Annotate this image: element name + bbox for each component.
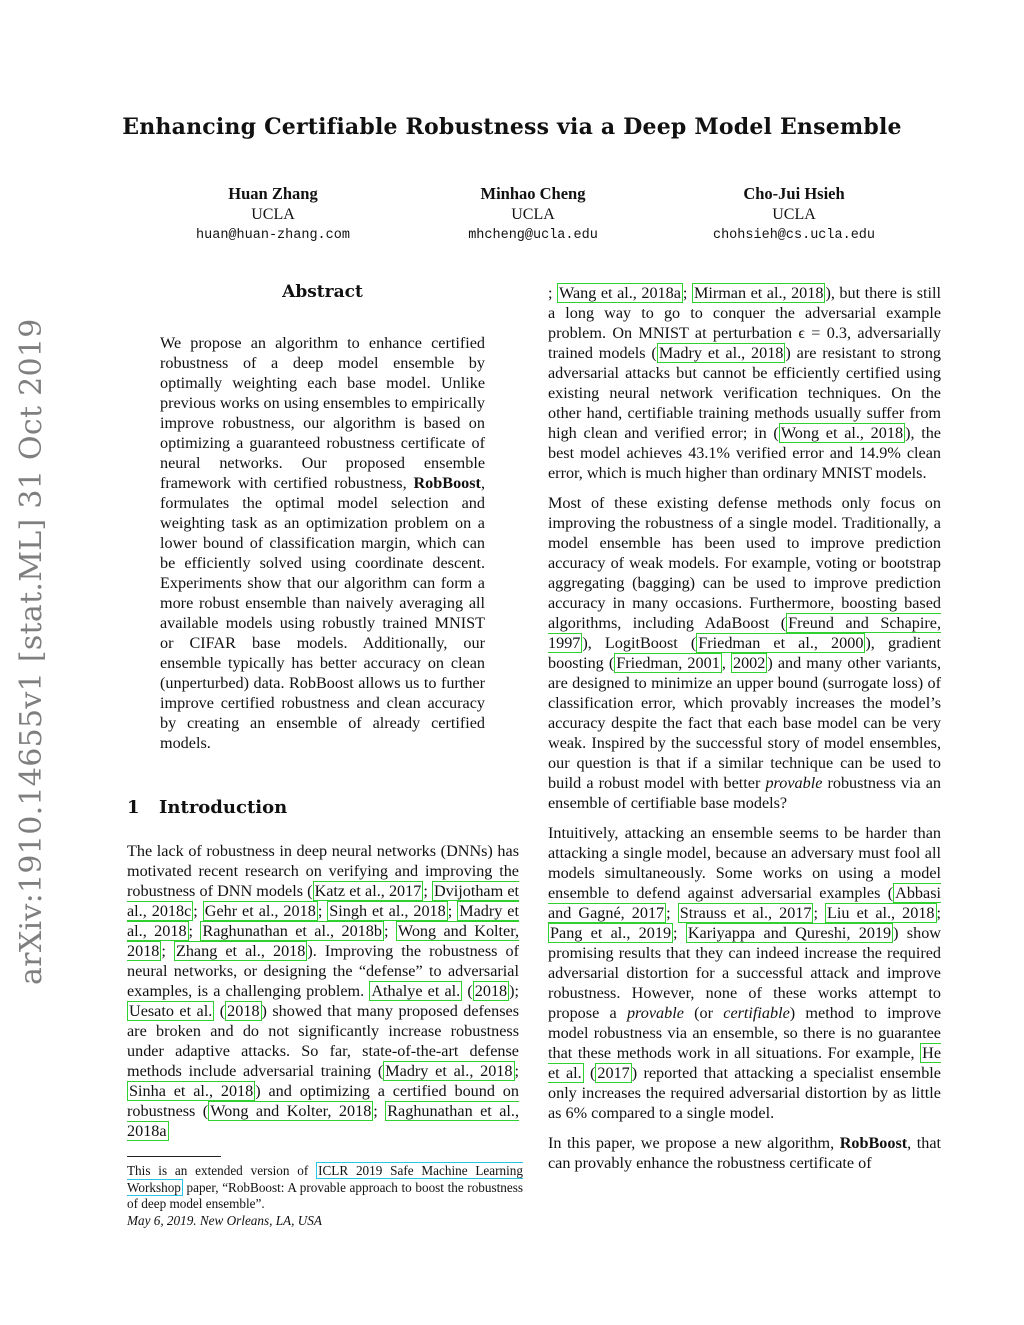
author-email[interactable]: mhcheng@ucla.edu — [468, 228, 598, 243]
abstract-text: , formulates the optimal model selection and weighting task as an optimization problem on a lower bound of classification margin, which can be efficiently solved using coordinate descent. Experiments show that our algorithm can form a more robust ensemble than naively averaging all available models using robustly trained MNIST or CIFAR base models. Additionally, our ensemble typically has better accuracy on clean (unperturbed) data. RobBoost allows us to further improve certified robustness and clean accuracy by creating an ensemble of already certified models. — [160, 474, 485, 752]
citation-link[interactable]: Madry et al., 2018 — [127, 902, 519, 940]
separator: ; — [936, 904, 942, 922]
separator: ; — [813, 904, 826, 922]
author-email[interactable]: chohsieh@cs.ucla.edu — [712, 228, 876, 243]
body-text: ), LogitBoost ( — [582, 634, 697, 652]
citation-link[interactable]: Wang et al., 2018a — [559, 284, 681, 302]
right-column — [548, 283, 941, 1183]
abstract-body — [160, 333, 485, 753]
separator: , — [721, 654, 731, 672]
separator: ; — [666, 904, 678, 922]
body-text: In this paper, we propose a new algorithm, — [548, 1134, 840, 1152]
body-text: ) method to improve model robustness via an ensemble, so there is no guarantee that these methods work in all situations. For example, — [548, 1004, 942, 1062]
citation-link[interactable]: Wong and Kolter, 2018 — [210, 1102, 372, 1120]
citation-link[interactable]: He et al. — [548, 1044, 941, 1082]
body-text: ) are resistant to strong adversarial attacks but cannot be efficiently certified using existing neural network verification techniques. On the other hand, certifiable training methods usually suffer from high clean and verified error; in ( — [548, 344, 942, 442]
citation-link[interactable]: Freund and Schapire, 1997 — [548, 614, 941, 652]
body-text: showed that many proposed defenses are broken and do not significantly increase robustness under adaptive attacks. So far, state-of-the-art defense methods include adversarial training ( — [127, 1002, 519, 1080]
section-title: Introduction — [159, 797, 288, 818]
citation-link[interactable]: Katz et al., 2017 — [314, 882, 422, 900]
paper-title: Enhancing Certifiable Robustness via a Deep Model Ensemble — [122, 114, 902, 140]
body-text: The lack of robustness in deep neural networks (DNNs) has motivated recent research on verifying and improving the robustness of DNN models ( — [127, 842, 519, 900]
body-text: Intuitively, attacking an ensemble seems to be harder than attacking a single model, because an adversary must fool all models simultaneously. Some works on using a model ensemble to defend against adversarial examples ( — [548, 824, 941, 902]
body-text: ) and many other variants, are designed to minimize an upper bound (surrogate loss) of classification error, which provably increases the model’s accuracy despite the fact that each base model can be very weak. Inspired by the successful story of model ensembles, our question is that if a similar technique can be used to build a robust model with better — [548, 654, 942, 792]
citation-link[interactable]: Kariyappa and Qureshi, 2019 — [687, 924, 892, 942]
workshop-link[interactable]: ICLR 2019 Safe Machine Learning Workshop — [127, 1163, 523, 1195]
citation-link[interactable]: 2002 — [732, 654, 766, 672]
author-name: Minhao Cheng — [480, 184, 586, 203]
abstract-text: We propose an algorithm to enhance certified robustness of a deep model ensemble by optimally weighting each base model. Unlike previous works on using ensembles to empirically improve robustness, our algorithm is based on optimizing a guaranteed robustness certificate of neural networks. Our proposed ensemble framework with certified robustness, — [160, 334, 485, 492]
citation-link[interactable]: Friedman et al., 2000 — [698, 634, 864, 652]
author-affiliation: UCLA — [511, 206, 555, 223]
body-text: ), gradient boosting ( — [548, 634, 941, 672]
separator: ; — [514, 1062, 519, 1080]
intro-paragraph-left: The lack of robustness in deep neural networks (DNNs) has motivated recent research on verifying and improving the robustness of DNN models ( Katz et al., 2017 ; Dvijotham et al., 2018c ; Gehr et al., 2018 ; Singh et al., 2018 ; Madry et al., 2018 ; Raghunathan et al., 2018b ; Wong and Kolter, 2018 ; Zhang et al., 2018 ). Improving the robustness of neural networks, or designing the “defense” to adversarial examples, is a challenging problem. Athalye et al. ( 2018 ); Uesato et al. ( 2018 ) showed that many proposed defenses are broken and do not significantly increase robustness under adaptive attacks. So far, state-of-the-art defense methods include adversarial training ( Madry et al., 2018 ; Sinha et al., 2018 ) and optimizing a certified bound on robustness ( Wong and Kolter, 2018 ; Raghunathan et al., 2018a — [127, 842, 520, 1140]
footnote — [127, 1163, 523, 1229]
footnote-text: This is an extended version of — [127, 1163, 317, 1178]
author-affiliation: UCLA — [251, 206, 295, 223]
emphasis: provable — [765, 774, 823, 792]
citation-link[interactable]: Wong et al., 2018 — [780, 424, 904, 442]
citation-link[interactable]: Gehr et al., 2018 — [204, 902, 316, 920]
separator: ; — [548, 284, 558, 302]
citation-link[interactable]: Friedman, 2001 — [616, 654, 720, 672]
separator: ; — [423, 882, 432, 900]
author-name: Cho-Jui Hsieh — [743, 184, 845, 203]
venue-date: May 6, 2019. New Orleans, LA, USA — [127, 1212, 322, 1228]
emphasis: provable — [626, 1004, 684, 1022]
footnote-divider — [127, 1156, 221, 1157]
citation-link[interactable]: Abbasi and Gagné, 2017 — [548, 884, 941, 922]
citation-link[interactable]: Sinha et al., 2018 — [129, 1082, 254, 1100]
separator: ; — [373, 1102, 386, 1120]
arxiv-identifier: arXiv:1910.14655v1 [stat.ML] 31 Oct 2019 — [14, 318, 49, 985]
body-text: reported that attacking a specialist ensemble only increases the required adversarial distortion by as little as 6% compared to a single model. — [548, 1064, 941, 1122]
body-text: , that can provably enhance the robustness certificate of — [548, 1134, 942, 1172]
separator: ; — [383, 922, 396, 940]
separator: ; — [447, 902, 458, 920]
citation-link[interactable]: Zhang et al., 2018 — [175, 942, 306, 960]
separator: ; — [188, 922, 201, 940]
separator: ; — [317, 902, 328, 920]
citation-link[interactable]: Pang et al., 2019 — [550, 924, 672, 942]
method-name: RobBoost — [839, 1134, 908, 1152]
author-name: Huan Zhang — [228, 184, 318, 203]
body-text: ), the best model achieves 43.1% verified error and 14.9% clean error, which is much higher than ordinary MNIST models. — [548, 424, 941, 482]
citation-link[interactable]: Raghunathan et al., 2018b — [202, 922, 382, 940]
author-email[interactable]: huan@huan-zhang.com — [196, 228, 350, 243]
body-text: ) show promising results that they can indeed increase the required adversarial distortion for a successful attack and improve robustness. However, none of these works attempt to propose a — [548, 924, 941, 1022]
citation-link[interactable]: Singh et al., 2018 — [329, 902, 446, 920]
intro-paragraph-continued — [548, 283, 941, 483]
author-affiliation: UCLA — [772, 206, 816, 223]
intro-paragraph — [548, 493, 941, 813]
citation-link[interactable]: Uesato et al. — [129, 1002, 213, 1020]
body-text: ), but there is still a long way to go to conquer the adversarial example problem. On MNIST at perturbation ϵ = 0.3, adversarially trained models ( — [548, 284, 942, 362]
body-text: robustness via an ensemble of certifiable base models? — [548, 774, 941, 812]
body-text: (or — [683, 1004, 724, 1022]
citation-link[interactable]: Madry et al., 2018 — [658, 344, 784, 362]
section-heading — [127, 797, 287, 818]
citation-year-link[interactable]: 2018 — [474, 982, 508, 1000]
method-name: RobBoost — [413, 474, 481, 492]
citation-link[interactable]: Dvijotham et al., 2018c — [127, 882, 519, 920]
section-number: 1 — [127, 797, 140, 818]
citation-link[interactable]: Mirman et al., 2018 — [693, 284, 824, 302]
citation-link[interactable]: Strauss et al., 2017 — [679, 904, 812, 922]
citation-year-link[interactable]: 2018 — [227, 1002, 260, 1020]
author-block — [403, 183, 663, 246]
citation-link[interactable]: Athalye et al. — [371, 982, 461, 1000]
body-text: ). Improving the robustness of neural networks, or designing the “defense” to adversarial examples, is a challenging problem. — [127, 942, 520, 1000]
citation-link[interactable]: Wong and Kolter, 2018 — [127, 922, 520, 960]
citation-link[interactable]: Liu et al., 2018 — [827, 904, 935, 922]
emphasis: certifiable — [723, 1004, 790, 1022]
author-block — [143, 183, 403, 246]
separator: ; — [682, 284, 692, 302]
separator: ; — [193, 902, 203, 920]
citation-link[interactable]: Madry et al., 2018 — [385, 1062, 513, 1080]
body-text: Most of these existing defense methods only focus on improving the robustness of a single model. Traditionally, a model ensemble has been used to improve prediction accuracy of weak models. For example, voting or bootstrap aggregating (bagging) can be used to improve prediction accuracy in many occasions. Furthermore, boosting based algorithms, including AdaBoost ( — [548, 494, 941, 632]
intro-paragraph — [548, 1133, 941, 1173]
citation-link[interactable]: Raghunathan et al., 2018a — [127, 1102, 520, 1140]
separator: ; — [514, 982, 520, 1000]
author-block — [664, 183, 924, 246]
separator: ; — [673, 924, 686, 942]
citation-year-link[interactable]: 2017 — [597, 1064, 630, 1082]
abstract-heading: Abstract — [282, 282, 363, 302]
body-text: ) and optimizing a certified bound on robustness ( — [127, 1082, 519, 1120]
separator: ; — [161, 942, 174, 960]
intro-paragraph: Intuitively, attacking an ensemble seems to be harder than attacking a single model, because an adversary must fool all models simultaneously. Some works on using a model ensemble to defend against adversarial examples ( Abbasi and Gagné, 2017 ; Strauss et al., 2017 ; Liu et al., 2018 ; Pang et al., 2019 ; Kariyappa and Qureshi, 2019 ) show promising results that they can indeed increase the required adversarial distortion for a successful attack and improve robustness. However, none of these works attempt to propose a provable (or certifiable) method to improve model robustness via an ensemble, so there is no guarantee that these methods work in all situations. For example, He et al. ( 2017 ) reported that attacking a specialist ensemble only increases the required adversarial distortion by as little as 6% compared to a single model. — [548, 824, 942, 1122]
footnote-text: paper, “RobBoost: A provable approach to boost the robustness of deep model ensemble”. — [127, 1179, 523, 1211]
